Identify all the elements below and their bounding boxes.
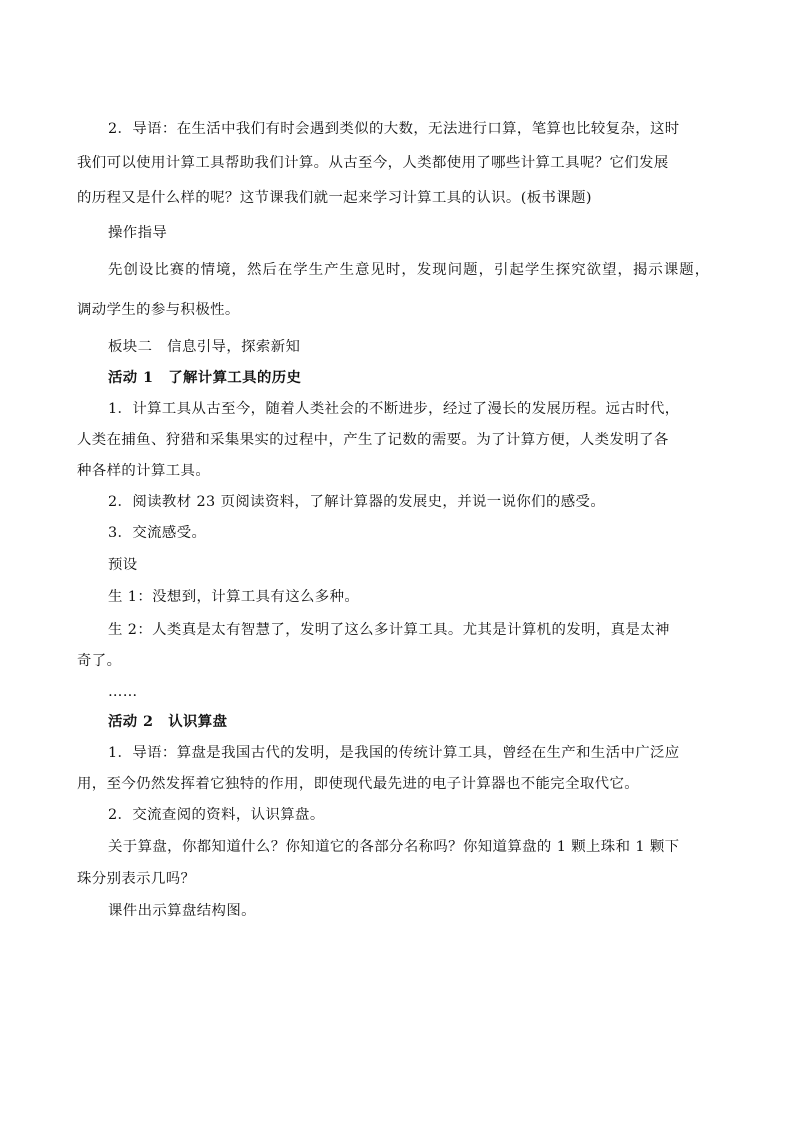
list-item-share: 3．交流感受。 — [108, 525, 207, 541]
heading-preset: 预设 — [108, 557, 138, 573]
paragraph-questions-line-2: 珠分别表示几吗？ — [77, 871, 196, 887]
heading-section-two: 板块二 信息引导，探索新知 — [108, 339, 301, 355]
paragraph-abacus-line-1: 1．导语：算盘是我国古代的发明，是我国的传统计算工具，曾经在生产和生活中广泛应 — [108, 745, 680, 761]
paragraph-history-line-2: 人类在捕鱼、狩猎和采集果实的过程中，产生了记数的需要。为了计算方便，人类发明了各 — [77, 432, 669, 448]
paragraph-history-line-3: 种各样的计算工具。 — [77, 463, 211, 479]
activity-two-title: 活动 2 认识算盘 — [108, 713, 228, 730]
paragraph-intro-line-1: 2．导语：在生活中我们有时会遇到类似的大数，无法进行口算，笔算也比较复杂，这时 — [108, 121, 680, 137]
ellipsis: …… — [108, 684, 138, 700]
heading-operation-guide: 操作指导 — [108, 225, 168, 241]
heading-activity-one — [108, 368, 768, 388]
student-response-2-line-1: 生 2：人类真是太有智慧了，发明了这么多计算工具。尤其是计算机的发明，真是太神 — [108, 622, 670, 638]
paragraph-history-line-1: 1．计算工具从古至今，随着人类社会的不断进步，经过了漫长的发展历程。远古时代， — [108, 401, 680, 417]
student-response-1: 生 1：没想到，计算工具有这么多种。 — [108, 589, 360, 605]
paragraph-intro-line-2: 我们可以使用计算工具帮助我们计算。从古至今，人类都使用了哪些计算工具呢？它们发展 — [77, 155, 669, 171]
activity-one-title: 活动 1 了解计算工具的历史 — [108, 369, 302, 386]
paragraph-guide-line-2: 调动学生的参与积极性。 — [77, 302, 240, 318]
paragraph-guide-line-1: 先创设比赛的情境，然后在学生产生意见时，发现问题，引起学生探究欲望，揭示课题， — [108, 262, 711, 278]
paragraph-show-structure: 课件出示算盘结构图。 — [108, 903, 256, 919]
paragraph-intro-line-3: 的历程又是什么样的呢？这节课我们就一起来学习计算工具的认识。(板书课题) — [77, 190, 592, 206]
list-item-reading: 2．阅读教材 23 页阅读资料，了解计算器的发展史，并说一说你们的感受。 — [108, 494, 606, 510]
list-item-abacus-materials: 2．交流查阅的资料，认识算盘。 — [108, 807, 325, 823]
paragraph-questions-line-1: 关于算盘，你都知道什么？你知道它的各部分名称吗？你知道算盘的 1 颗上珠和 1 颗下 — [108, 839, 680, 855]
heading-activity-two — [108, 712, 768, 732]
paragraph-abacus-line-2: 用，至今仍然发挥着它独特的作用，即使现代最先进的电子计算器也不能完全取代它。 — [77, 776, 640, 792]
student-response-2-line-2: 奇了。 — [77, 653, 122, 669]
